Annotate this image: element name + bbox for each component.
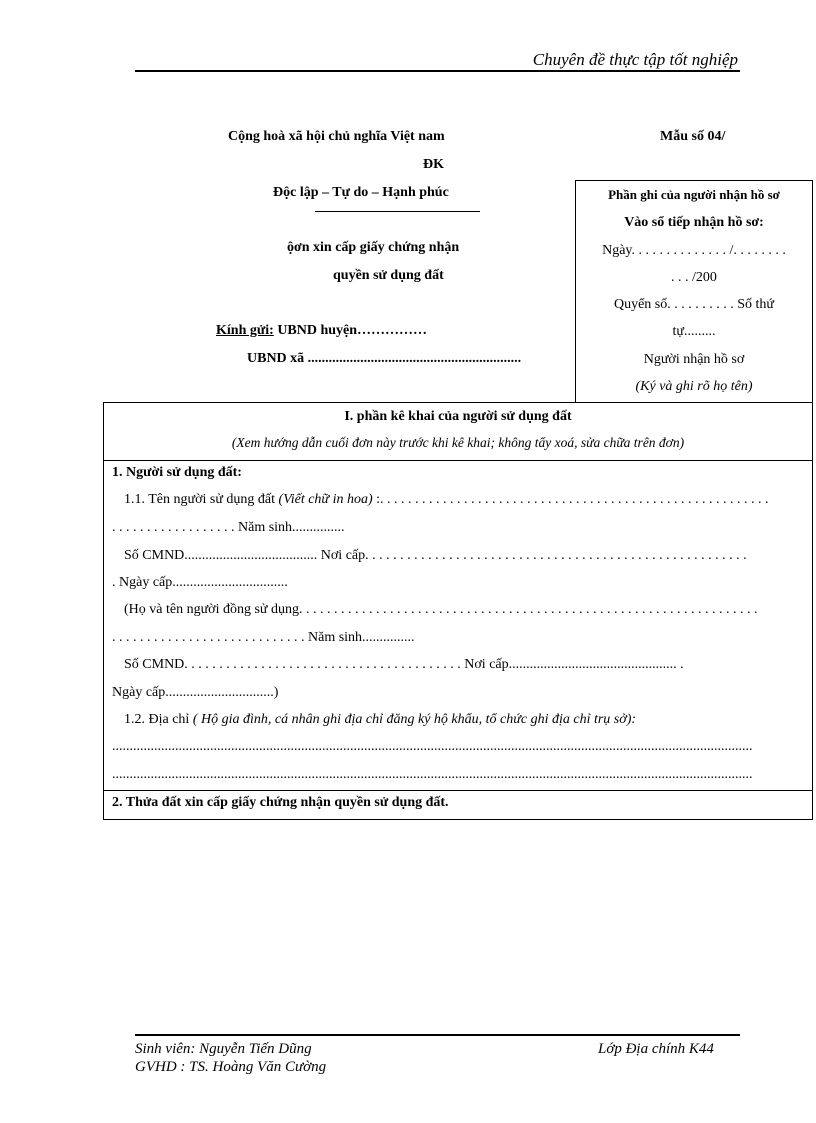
co-issue-date-line: Ngày cấp...............................) (112, 685, 279, 700)
land-user-heading: 1. Người sử dụng đất: (112, 465, 242, 480)
user-name-label: 1.1. Tên người sử dụng đất (124, 492, 279, 507)
section-divider (104, 460, 812, 461)
address-line (124, 712, 806, 728)
recipient-line (216, 323, 427, 339)
receiver-box-heading: Phần ghi của người nhận hồ sơ (608, 187, 780, 202)
receiver-name: Người nhận hồ sơ (643, 352, 745, 367)
form-title-line1: ộơn xin cấp giấy chứng nhận (287, 240, 460, 255)
recipient-district: UBND huyện…………… (273, 323, 428, 338)
book-number-line2: tự......... (672, 324, 716, 339)
section-divider-2 (104, 790, 812, 791)
motto: Độc lập – Tự do – Hạnh phúc (273, 185, 449, 200)
receiver-box (575, 180, 813, 402)
recipient-label: Kính gửi: (216, 323, 274, 338)
form-title-line2: quyền sử dụng đất (333, 268, 444, 283)
section1-note: (Xem hướng dẫn cuối đơn này trước khi kê khai; không tẩy xoá, sửa chữa trên đơn) (231, 435, 685, 450)
address-dots-2: ....................................................................................................................................................................................... (112, 767, 753, 782)
issue-date-line: . Ngày cấp................................. (112, 575, 288, 590)
receiver-box-subheading: Vào sổ tiếp nhận hồ sơ: (624, 215, 764, 230)
co-id-card-line: Số CMND. . . . . . . . . . . . . . . . . . . . . . . . . . . . . . . . . . . . . . . . Nơi cấp................................................ . (124, 657, 684, 672)
receipt-date-line1: Ngày. . . . . . . . . . . . . . /. . . . . . . . (602, 243, 786, 258)
section1-title: I. phần kê khai của người sử dụng đất (344, 409, 572, 424)
republic-heading: Cộng hoà xã hội chủ nghĩa Việt nam (228, 129, 445, 144)
user-name-line (124, 492, 806, 508)
sign-note: (Ký và ghi rõ họ tên) (635, 379, 753, 394)
footer-student: Sinh viên: Nguyễn Tiến Dũng (135, 1041, 312, 1057)
book-number-line1: Quyển số. . . . . . . . . . Số thứ (613, 297, 775, 312)
footer-rule (135, 1034, 740, 1036)
declaration-box (103, 402, 813, 820)
header-rule (135, 70, 740, 72)
co-user-line: (Họ và tên người đồng sử dụng. . . . . . . . . . . . . . . . . . . . . . . . . . . . . . . . . . . . . . . . . . . . . . . . . . . . . . . . . . . . . . . . . . (124, 602, 758, 617)
address-note: ( Hộ gia đình, cá nhân ghi địa chỉ đăng ký hộ khẩu, tổ chức ghi địa chỉ trụ sở): (192, 712, 637, 727)
form-number: Mẫu số 04/ (660, 129, 726, 144)
recipient-commune: UBND xã ............................................................. (247, 351, 522, 366)
motto-underline (315, 211, 480, 212)
user-name-note: (Viết chữ in hoa) (278, 492, 373, 507)
address-label: 1.2. Địa chỉ (124, 712, 193, 727)
footer-class: Lớp Địa chính K44 (598, 1041, 714, 1057)
address-dots-1: ....................................................................................................................................................................................... (112, 739, 753, 754)
receipt-date-line2: . . . /200 (671, 270, 717, 285)
land-plot-heading: 2. Thửa đất xin cấp giấy chứng nhận quyền sử dụng đất. (112, 795, 449, 810)
co-birth-year-line: . . . . . . . . . . . . . . . . . . . . . . . . . . . . Năm sinh............... (112, 630, 415, 645)
user-name-dots: :. . . . . . . . . . . . . . . . . . . . . . . . . . . . . . . . . . . . . . . . . . . . . . . . . . . . . . . . (372, 492, 769, 507)
birth-year-line: . . . . . . . . . . . . . . . . . . Năm sinh............... (112, 520, 345, 535)
form-number-suffix: ĐK (423, 157, 444, 172)
footer-supervisor: GVHD : TS. Hoàng Văn Cường (135, 1059, 327, 1075)
id-card-line: Số CMND...................................... Nơi cấp. . . . . . . . . . . . . . . . . . . . . . . . . . . . . . . . . . . . . . . . . . . . . . . . . . . . . . . (124, 548, 747, 563)
page-header-title: Chuyên đề thực tập tốt nghiệp (532, 50, 738, 69)
